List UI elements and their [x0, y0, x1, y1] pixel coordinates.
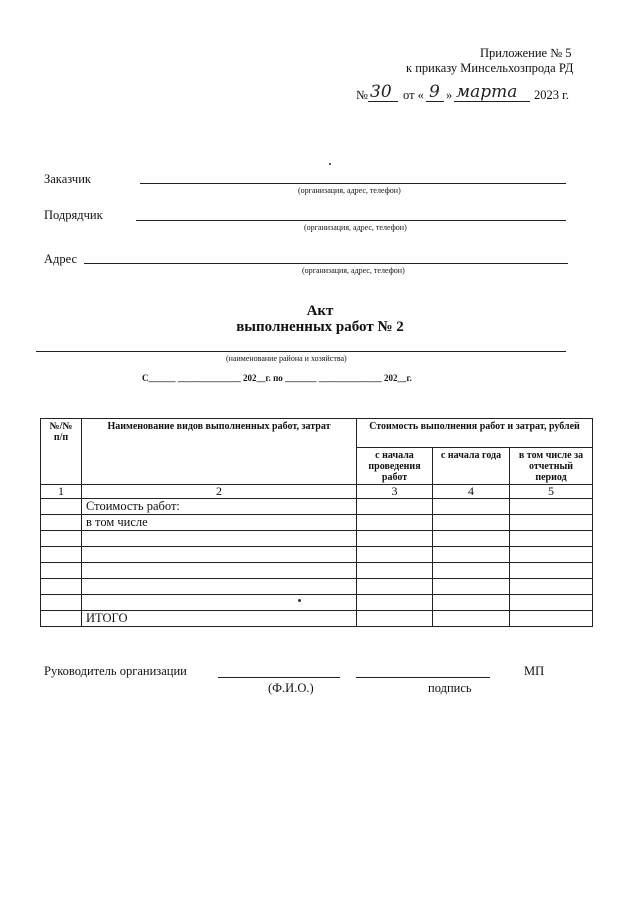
customer-label: Заказчик: [44, 172, 91, 186]
col-number-5: 5: [510, 485, 593, 499]
row-label: [82, 531, 357, 547]
works-table: [40, 418, 593, 627]
table-row: [41, 547, 593, 563]
subheader-since-year: с начала года: [433, 448, 510, 485]
quote-close: »: [446, 88, 453, 102]
row-label: [82, 547, 357, 563]
date-prefix: от «: [403, 88, 424, 102]
table-row: [41, 531, 593, 547]
act-title: Акт: [306, 303, 334, 319]
signature-hint: подпись: [428, 681, 472, 695]
address-hint: (организация, адрес, телефон): [302, 266, 405, 275]
row-label: [82, 595, 357, 611]
row-label: Стоимость работ:: [82, 499, 357, 515]
row-label: в том числе: [82, 515, 357, 531]
subheader-since-start: с начала проведения работ: [357, 448, 433, 485]
number-prefix: №: [356, 88, 368, 102]
order-label: к приказу Минсельхозпрода РД: [406, 61, 574, 75]
table-row: [41, 579, 593, 595]
address-label: Адрес: [44, 252, 78, 266]
header-cost: Стоимость выполнения работ и затрат, рублей: [357, 419, 593, 448]
table-row: [41, 515, 593, 531]
contractor-label: Подрядчик: [44, 208, 103, 222]
address-line: [84, 263, 568, 264]
header-number: №/№ п/п: [41, 419, 82, 485]
stamp-label: МП: [524, 664, 545, 678]
table-row-total: [41, 611, 593, 627]
handwritten-month: марта: [456, 82, 518, 102]
head-label: Руководитель организации: [44, 664, 187, 678]
row-label: [82, 563, 357, 579]
contractor-line: [136, 220, 566, 221]
contractor-hint: (организация, адрес, телефон): [304, 223, 407, 232]
table-row: [41, 595, 593, 611]
act-subtitle: выполненных работ № 2: [236, 319, 404, 335]
table-row: [41, 563, 593, 579]
fio-hint: (Ф.И.О.): [268, 681, 314, 695]
row-label-total: ИТОГО: [82, 611, 357, 627]
handwritten-day: 9: [429, 82, 440, 102]
col-number-4: 4: [433, 485, 510, 499]
fio-line: [218, 677, 340, 678]
order-number-date: [356, 82, 570, 104]
subheader-period: в том числе за отчетный период: [510, 448, 593, 485]
year-label: 2023 г.: [534, 88, 569, 102]
customer-line: [140, 183, 566, 184]
customer-hint: (организация, адрес, телефон): [298, 186, 401, 195]
col-number-3: 3: [357, 485, 433, 499]
col-number-1: 1: [41, 485, 82, 499]
handwritten-number: 30: [370, 82, 392, 102]
period-line: С______ ______________ 202__г. по _______ ______________ 202__г.: [142, 373, 412, 383]
district-line: [36, 351, 566, 352]
header-work-name: Наименование видов выполненных работ, затрат: [82, 419, 357, 485]
signature-line: [356, 677, 490, 678]
district-hint: (наименование района и хозяйства): [226, 354, 347, 363]
table-row: [41, 499, 593, 515]
appendix-label: Приложение № 5: [480, 46, 572, 60]
col-number-2: 2: [82, 485, 357, 499]
row-label: [82, 579, 357, 595]
